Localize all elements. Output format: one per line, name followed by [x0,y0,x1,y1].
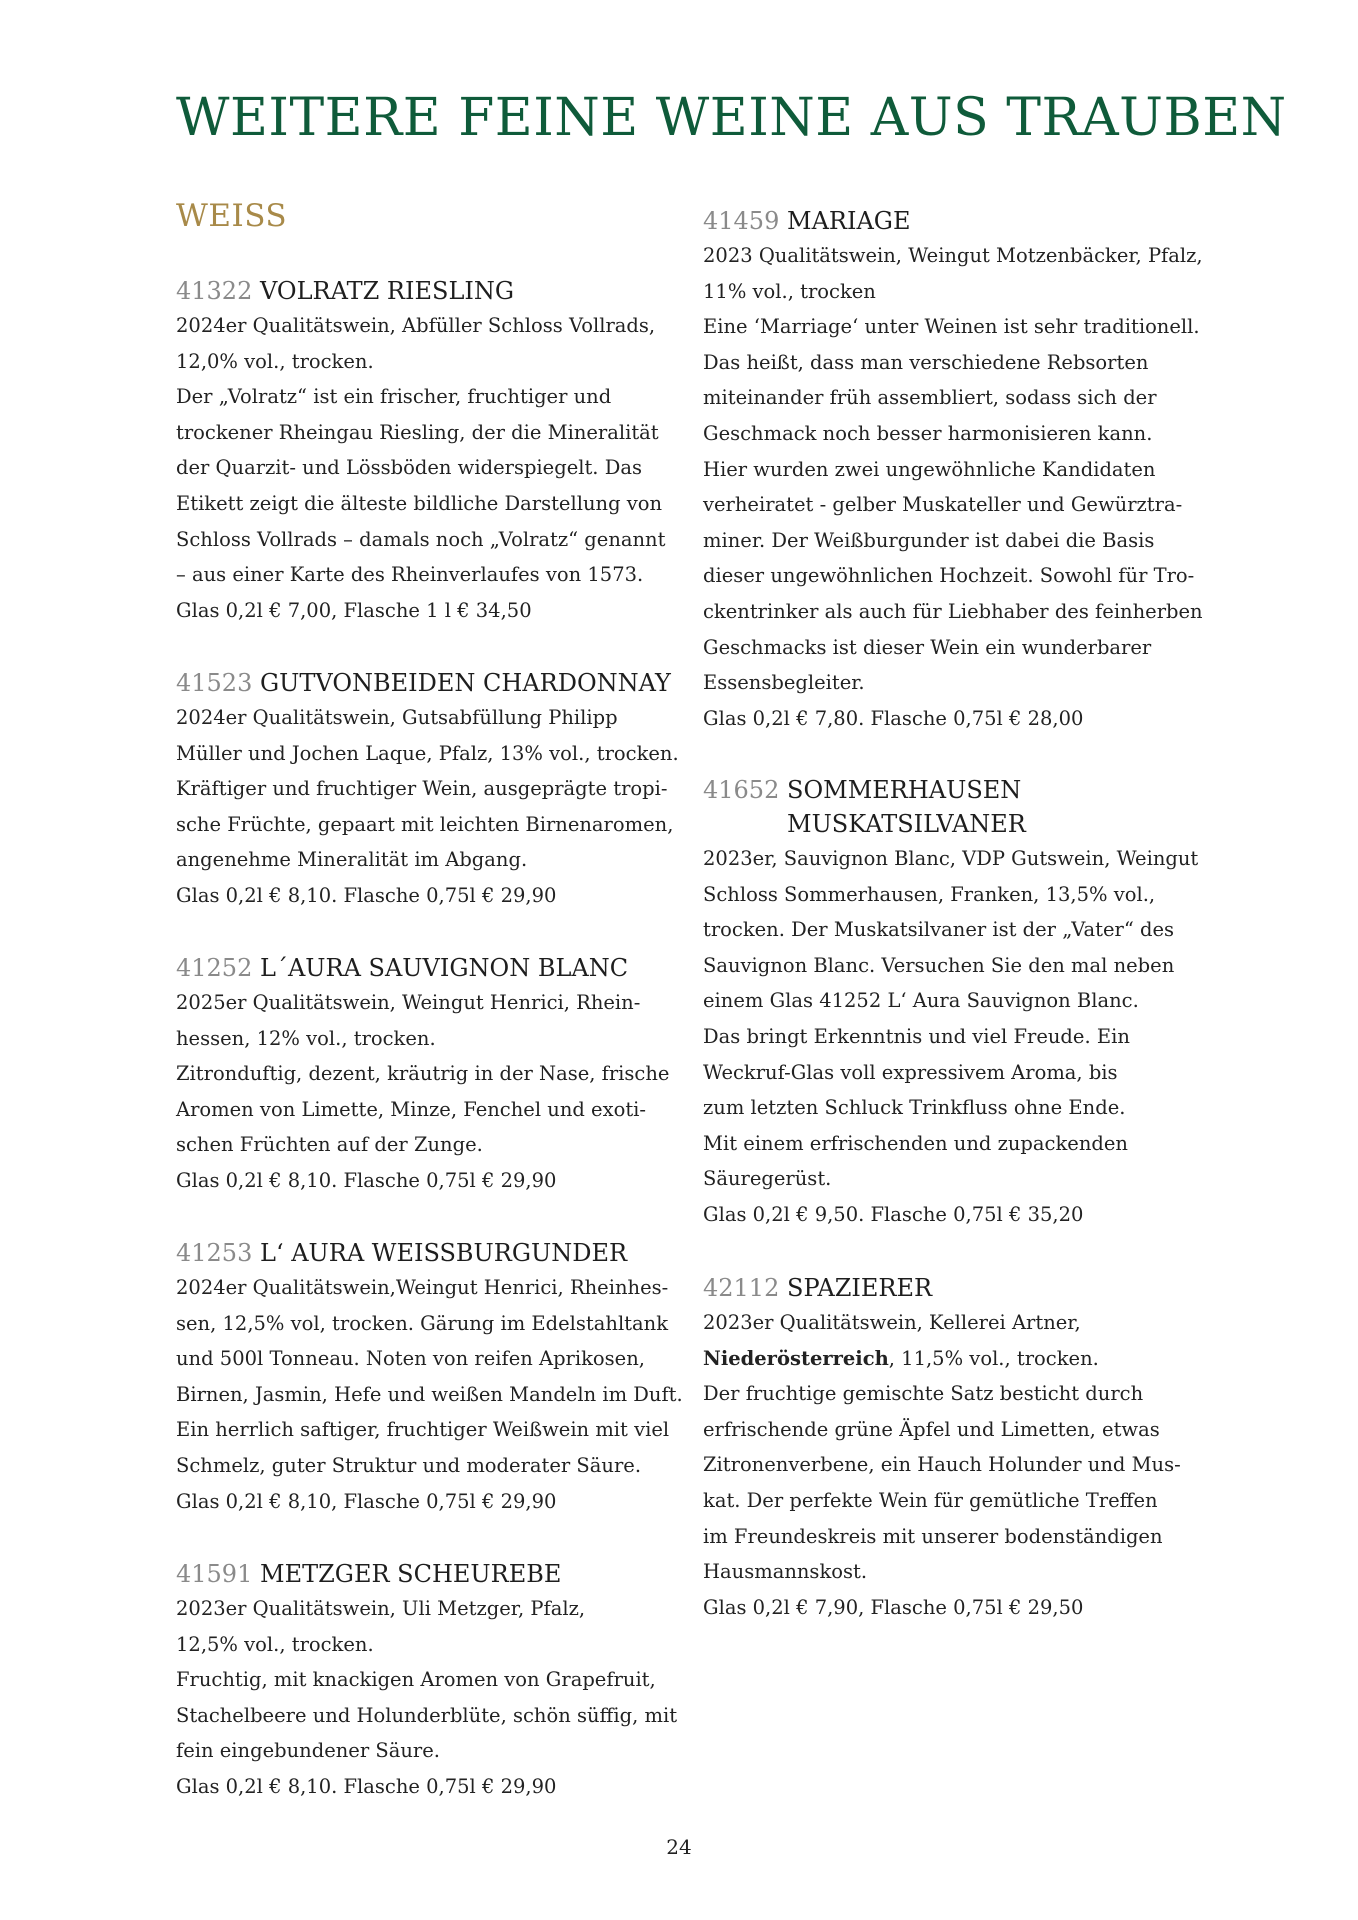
wine-region-bold: Niederösterreich [703,1346,889,1370]
wine-text-line: trockener Rheingau Riesling, der die Mineralität [176,420,659,444]
wine-text-line: Schmelz, guter Struktur und moderater Säure. [176,1453,642,1477]
wine-text-line: sen, 12,5% vol, trocken. Gärung im Edelstahltank [176,1311,669,1335]
wine-number: 41253 [176,1239,253,1267]
wine-text-line: Sauvignon Blanc. Versuchen Sie den mal neben [703,953,1175,977]
wine-number: 42112 [703,1274,780,1302]
wine-entry-mariage [703,204,1223,736]
wine-heading [176,666,676,700]
wine-name: GUTVONBEIDEN CHARDONNAY [260,669,671,697]
wine-text-line: Geschmacks ist dieser Wein ein wunderbarer [703,635,1152,659]
wine-text-line: Der „Volratz“ ist ein frischer, fruchtiger und [176,385,612,409]
wine-name: MARIAGE [787,207,911,235]
wine-name: SPAZIERER [787,1274,933,1302]
wine-text-line: Birnen, Jasmin, Hefe und weißen Mandeln im Duft. [176,1382,683,1406]
wine-text-line: Ein herrlich saftiger, fruchtiger Weißwein mit viel [176,1418,670,1442]
wine-name-continued: MUSKATSILVANER [787,810,1026,838]
wine-text-line: Säuregerüst. [703,1167,832,1191]
wine-number: 41459 [703,207,780,235]
wine-entry-volratz-riesling [176,274,676,628]
wine-text-line: Mit einem erfrischenden und zupackenden [703,1131,1128,1155]
wine-heading [176,1236,676,1270]
wine-text-line: ckentrinker als auch für Liebhaber des feinherben [703,599,1203,623]
wine-text-line: zum letzten Schluck Trinkfluss ohne Ende. [703,1096,1126,1120]
wine-heading [176,1557,676,1591]
wine-entry-spazierer [703,1271,1223,1625]
wine-number: 41252 [176,954,253,982]
wine-text-line: 2023er Qualitätswein, Uli Metzger, Pfalz, [176,1597,586,1620]
wine-number: 41523 [176,669,253,697]
wine-text-line: erfrischende grüne Äpfel und Limetten, etwas [703,1417,1160,1441]
wine-text-line: Hausmannskost. [703,1560,868,1584]
wine-name: L´AURA SAUVIGNON BLANC [260,954,629,982]
page-title: WEITERE FEINE WEINE AUS TRAUBEN [176,88,1287,148]
wine-price: Glas 0,2l € 7,00, Flasche 1 l € 34,50 [176,598,532,622]
wine-number: 41591 [176,1560,253,1588]
wine-text-line: angenehme Mineralität im Abgang. [176,848,528,872]
wine-text-line: Zitronduftig, dezent, kräutrig in der Nase, frische [176,1062,670,1086]
wine-text-line: Stachelbeere und Holunderblüte, schön süffig, mit [176,1703,678,1727]
wine-text-line: im Freundeskreis mit unserer bodenständigen [703,1524,1163,1548]
wine-number: 41322 [176,277,253,305]
wine-price: Glas 0,2l € 8,10, Flasche 0,75l € 29,90 [176,1489,557,1513]
wine-text-line: der Quarzit- und Lössböden widerspiegelt. Das [176,456,642,480]
wine-text-line: und 500l Tonneau. Noten von reifen Aprikosen, [176,1347,645,1371]
wine-text-line: 11% vol., trocken [703,279,876,303]
wine-name: SOMMERHAUSEN [787,776,1022,804]
wine-text-line: 2023 Qualitätswein, Weingut Motzenbäcker, Pfalz, [703,244,1203,267]
wine-text-line: Kräftiger und fruchtiger Wein, ausgeprägte tropi- [176,777,668,801]
wine-entry-laura-weissburgunder [176,1236,683,1519]
wine-text-line: Müller und Jochen Laque, Pfalz, 13% vol., trocken. [176,741,679,765]
wine-heading [703,204,1223,238]
wine-text-line: miteinander früh assembliert, sodass sich der [703,386,1157,410]
wine-name: VOLRATZ RIESLING [260,277,515,305]
wine-text-line: – aus einer Karte des Rheinverlaufes von 1573. [176,563,644,587]
wine-text-line: Schloss Vollrads – damals noch „Volratz“ genannt [176,527,666,551]
wine-heading [703,1271,1223,1305]
wine-text-line: Der fruchtige gemischte Satz besticht durch [703,1382,1144,1406]
wine-text-line: Das heißt, dass man verschiedene Rebsorten [703,350,1149,374]
wine-text-line: hessen, 12% vol., trocken. [176,1026,436,1050]
wine-name: METZGER SCHEUREBE [260,1560,562,1588]
wine-region-line [703,1341,1223,1377]
wine-text-line: Etikett zeigt die älteste bildliche Darstellung von [176,491,663,515]
wine-text-line: Aromen von Limette, Minze, Fenchel und exoti- [176,1097,646,1121]
wine-text-line: 12,0% vol., trocken. [176,349,374,373]
wine-text-line: Zitronenverbene, ein Hauch Holunder und Mus- [703,1453,1181,1477]
wine-text-line: Eine ‘Marriage‘ unter Weinen ist sehr traditionell. [703,315,1200,339]
wine-entry-gutvonbeiden-chardonnay [176,666,679,914]
page-number: 24 [666,1835,692,1859]
wine-price: Glas 0,2l € 7,90, Flasche 0,75l € 29,50 [703,1595,1084,1619]
wine-text-line: Das bringt Erkenntnis und viel Freude. Ein [703,1024,1130,1048]
wine-text-line: 2025er Qualitätswein, Weingut Henrici, Rhein- [176,991,641,1014]
wine-text-line: 2023er Qualitätswein, Kellerei Artner, [703,1311,1081,1334]
wine-heading [176,951,676,985]
wine-number: 41652 [703,776,780,804]
wine-text-line: fein eingebundener Säure. [176,1739,440,1763]
wine-entry-sommerhausen-muskatsilvaner [703,773,1223,1233]
wine-text-line: 2024er Qualitätswein,Weingut Henrici, Rheinhes- [176,1276,669,1299]
wine-text-line: Weckruf-Glas voll expressivem Aroma, bis [703,1060,1118,1084]
wine-price: Glas 0,2l € 8,10. Flasche 0,75l € 29,90 [176,1168,557,1192]
wine-text-line: schen Früchten auf der Zunge. [176,1133,483,1157]
wine-text-line: 2024er Qualitätswein, Gutsabfüllung Philipp [176,706,618,729]
wine-text-line: einem Glas 41252 L‘ Aura Sauvignon Blanc. [703,989,1139,1013]
wine-name: L‘ AURA WEISSBURGUNDER [260,1239,628,1267]
section-heading-weiss: WEISS [176,198,288,234]
wine-text-line: Geschmack noch besser harmonisieren kann. [703,421,1153,445]
wine-entry-laura-sauvignon-blanc [176,951,676,1199]
wine-entry-metzger-scheurebe [176,1557,676,1805]
wine-text-line: Fruchtig, mit knackigen Aromen von Grapefruit, [176,1668,656,1692]
wine-text-line: 12,5% vol., trocken. [176,1632,374,1656]
wine-text-line: trocken. Der Muskatsilvaner ist der „Vater“ des [703,918,1175,942]
wine-text-line: 2023er, Sauvignon Blanc, VDP Gutswein, Weingut [703,847,1199,870]
wine-heading [703,773,1223,807]
wine-price: Glas 0,2l € 9,50. Flasche 0,75l € 35,20 [703,1202,1084,1226]
wine-price: Glas 0,2l € 7,80. Flasche 0,75l € 28,00 [703,706,1084,730]
wine-price: Glas 0,2l € 8,10. Flasche 0,75l € 29,90 [176,883,557,907]
wine-text-line: Essensbegleiter. [703,671,865,695]
wine-text-line: 2024er Qualitätswein, Abfüller Schloss Vollrads, [176,314,656,337]
wine-heading [176,274,676,308]
wine-region-rest: , 11,5% vol., trocken. [888,1346,1099,1370]
wine-text-line: verheiratet - gelber Muskateller und Gewürztra- [703,493,1183,517]
wine-text-line: kat. Der perfekte Wein für gemütliche Treffen [703,1488,1158,1512]
wine-text-line: dieser ungewöhnlichen Hochzeit. Sowohl für Tro- [703,564,1195,588]
wine-text-line: Hier wurden zwei ungewöhnliche Kandidaten [703,457,1156,481]
wine-text-line: sche Früchte, gepaart mit leichten Birnenaromen, [176,812,674,836]
wine-text-line: miner. Der Weißburgunder ist dabei die Basis [703,528,1155,552]
wine-text-line: Schloss Sommerhausen, Franken, 13,5% vol., [703,882,1156,906]
wine-price: Glas 0,2l € 8,10. Flasche 0,75l € 29,90 [176,1774,557,1798]
